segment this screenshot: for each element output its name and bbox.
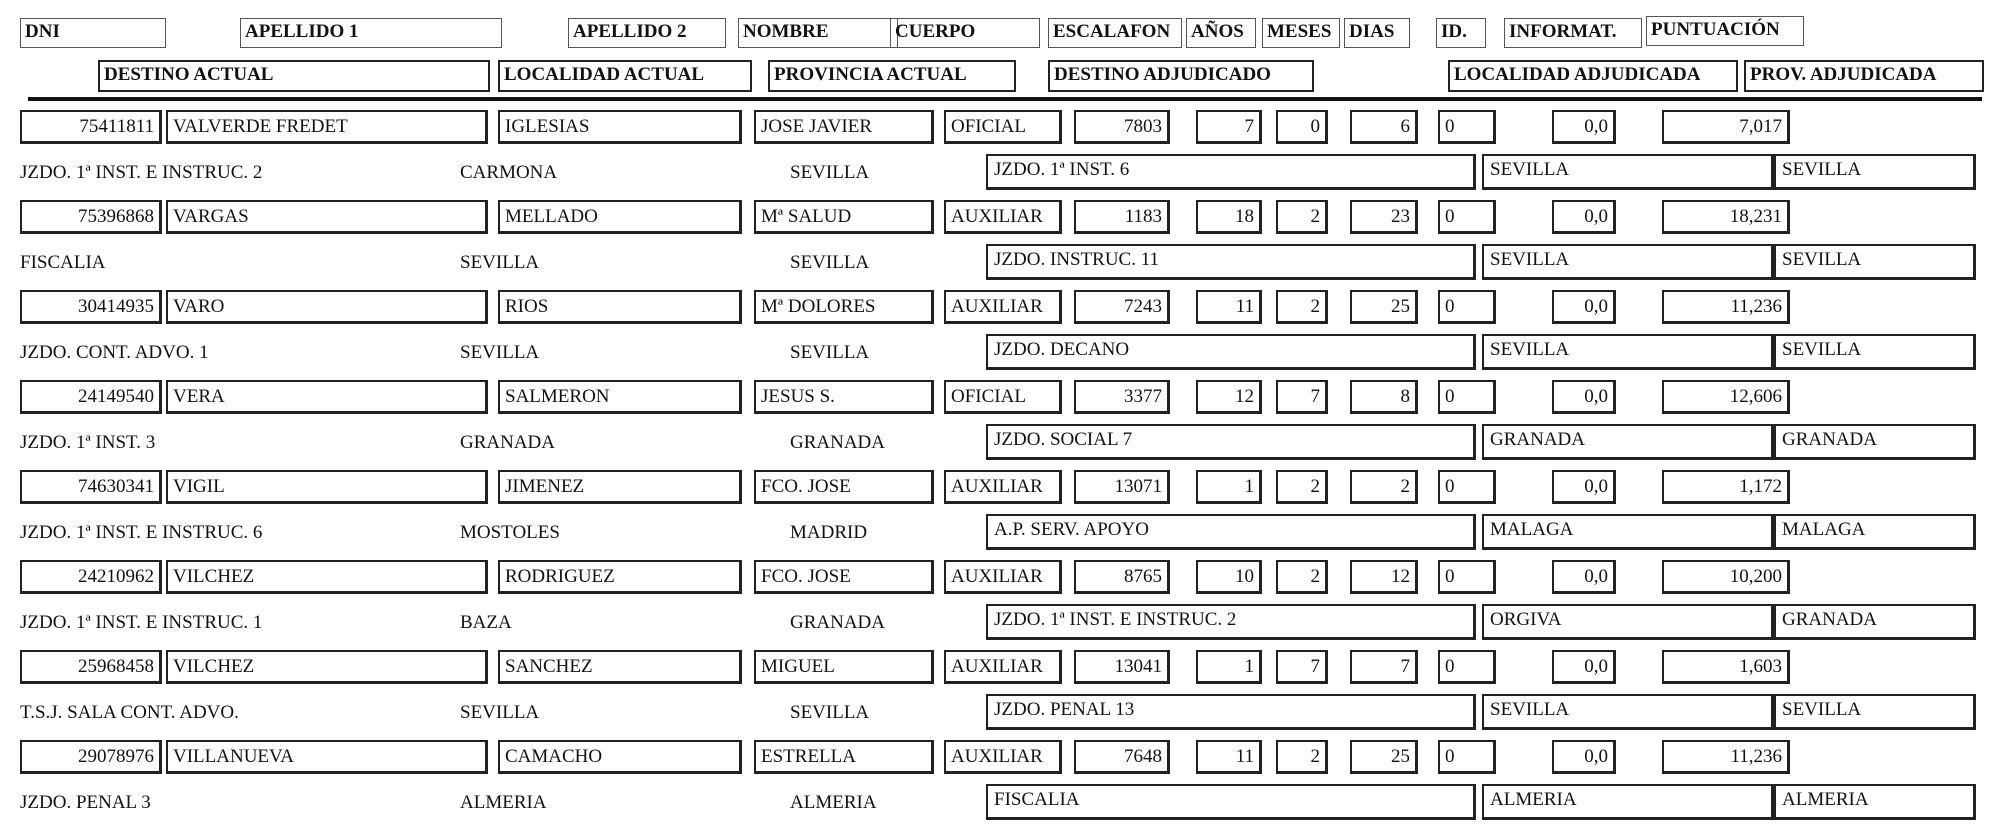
box-localidad-adjudicada: SEVILLA xyxy=(1482,334,1774,370)
box-destino-adjudicado: JZDO. SOCIAL 7 xyxy=(986,424,1476,460)
cell-meses: 2 xyxy=(1276,470,1328,504)
cell-informat: 0,0 xyxy=(1552,200,1616,234)
header-meses: MESES xyxy=(1262,18,1340,48)
cell-meses: 0 xyxy=(1276,110,1328,144)
header-dias: DIAS xyxy=(1344,18,1410,48)
cell-meses: 2 xyxy=(1276,740,1328,774)
text-destino-actual: FISCALIA xyxy=(20,252,106,273)
cell-dias: 12 xyxy=(1350,560,1418,594)
text-localidad-actual: ALMERIA xyxy=(460,792,547,813)
box-destino-adjudicado: A.P. SERV. APOYO xyxy=(986,514,1476,550)
cell-escalafon: 13041 xyxy=(1074,650,1170,684)
box-destino-adjudicado: JZDO. PENAL 13 xyxy=(986,694,1476,730)
cell-nombre: FCO. JOSE xyxy=(754,560,934,594)
cell-anos: 7 xyxy=(1196,110,1262,144)
text-provincia-actual: SEVILLA xyxy=(790,162,870,183)
box-destino-adjudicado: JZDO. 1ª INST. E INSTRUC. 2 xyxy=(986,604,1476,640)
text-destino-actual: T.S.J. SALA CONT. ADVO. xyxy=(20,702,239,723)
box-destino-adjudicado: JZDO. 1ª INST. 6 xyxy=(986,154,1476,190)
header-informat: INFORMAT. xyxy=(1504,18,1642,48)
cell-cuerpo: AUXILIAR xyxy=(944,470,1062,504)
cell-puntuacion: 11,236 xyxy=(1662,290,1790,324)
cell-nombre: JESUS S. xyxy=(754,380,934,414)
cell-anos: 1 xyxy=(1196,650,1262,684)
cell-apellido1: VIGIL xyxy=(166,470,488,504)
cell-meses: 2 xyxy=(1276,560,1328,594)
cell-puntuacion: 11,236 xyxy=(1662,740,1790,774)
cell-puntuacion: 12,606 xyxy=(1662,380,1790,414)
cell-informat: 0,0 xyxy=(1552,290,1616,324)
cell-id: 0 xyxy=(1438,740,1496,774)
box-localidad-adjudicada: ORGIVA xyxy=(1482,604,1774,640)
header-destino-adjudicado: DESTINO ADJUDICADO xyxy=(1048,60,1314,92)
header-divider xyxy=(28,97,1982,101)
box-prov-adjudicada: GRANADA xyxy=(1774,424,1976,460)
cell-dni: 75396868 xyxy=(20,200,162,234)
cell-meses: 7 xyxy=(1276,650,1328,684)
box-destino-adjudicado: JZDO. INSTRUC. 11 xyxy=(986,244,1476,280)
cell-dni: 30414935 xyxy=(20,290,162,324)
cell-apellido2: MELLADO xyxy=(498,200,742,234)
cell-apellido1: VARO xyxy=(166,290,488,324)
cell-anos: 11 xyxy=(1196,740,1262,774)
cell-puntuacion: 1,172 xyxy=(1662,470,1790,504)
cell-meses: 2 xyxy=(1276,290,1328,324)
box-localidad-adjudicada: SEVILLA xyxy=(1482,694,1774,730)
cell-apellido2: CAMACHO xyxy=(498,740,742,774)
text-localidad-actual: SEVILLA xyxy=(460,252,540,273)
cell-informat: 0,0 xyxy=(1552,470,1616,504)
header-localidad-adjudicada: LOCALIDAD ADJUDICADA xyxy=(1448,60,1738,92)
cell-informat: 0,0 xyxy=(1552,650,1616,684)
box-prov-adjudicada: SEVILLA xyxy=(1774,694,1976,730)
cell-apellido2: RIOS xyxy=(498,290,742,324)
box-prov-adjudicada: GRANADA xyxy=(1774,604,1976,640)
cell-nombre: Mª SALUD xyxy=(754,200,934,234)
cell-id: 0 xyxy=(1438,470,1496,504)
cell-dias: 25 xyxy=(1350,290,1418,324)
cell-meses: 2 xyxy=(1276,200,1328,234)
cell-cuerpo: OFICIAL xyxy=(944,110,1062,144)
text-provincia-actual: GRANADA xyxy=(790,612,885,633)
cell-escalafon: 8765 xyxy=(1074,560,1170,594)
cell-dni: 24210962 xyxy=(20,560,162,594)
text-provincia-actual: GRANADA xyxy=(790,432,885,453)
text-provincia-actual: SEVILLA xyxy=(790,342,870,363)
box-prov-adjudicada: SEVILLA xyxy=(1774,154,1976,190)
cell-informat: 0,0 xyxy=(1552,110,1616,144)
text-localidad-actual: MOSTOLES xyxy=(460,522,560,543)
text-destino-actual: JZDO. PENAL 3 xyxy=(20,792,151,813)
cell-apellido1: VILLANUEVA xyxy=(166,740,488,774)
cell-anos: 10 xyxy=(1196,560,1262,594)
box-prov-adjudicada: SEVILLA xyxy=(1774,334,1976,370)
cell-dni: 75411811 xyxy=(20,110,162,144)
cell-apellido1: VERA xyxy=(166,380,488,414)
text-provincia-actual: ALMERIA xyxy=(790,792,877,813)
header-anos: AÑOS xyxy=(1186,18,1256,48)
cell-apellido1: VALVERDE FREDET xyxy=(166,110,488,144)
text-provincia-actual: MADRID xyxy=(790,522,868,543)
header-puntuacion: PUNTUACIÓN xyxy=(1646,16,1804,46)
cell-apellido1: VILCHEZ xyxy=(166,560,488,594)
cell-nombre: ESTRELLA xyxy=(754,740,934,774)
cell-dni: 24149540 xyxy=(20,380,162,414)
cell-id: 0 xyxy=(1438,380,1496,414)
cell-meses: 7 xyxy=(1276,380,1328,414)
cell-escalafon: 13071 xyxy=(1074,470,1170,504)
cell-dni: 74630341 xyxy=(20,470,162,504)
text-localidad-actual: SEVILLA xyxy=(460,342,540,363)
cell-id: 0 xyxy=(1438,560,1496,594)
cell-dias: 23 xyxy=(1350,200,1418,234)
cell-anos: 18 xyxy=(1196,200,1262,234)
cell-apellido2: SALMERON xyxy=(498,380,742,414)
cell-escalafon: 1183 xyxy=(1074,200,1170,234)
cell-anos: 12 xyxy=(1196,380,1262,414)
cell-cuerpo: AUXILIAR xyxy=(944,560,1062,594)
cell-dias: 7 xyxy=(1350,650,1418,684)
box-destino-adjudicado: FISCALIA xyxy=(986,784,1476,820)
text-localidad-actual: SEVILLA xyxy=(460,702,540,723)
cell-informat: 0,0 xyxy=(1552,380,1616,414)
cell-anos: 11 xyxy=(1196,290,1262,324)
cell-escalafon: 7648 xyxy=(1074,740,1170,774)
header-escalafon: ESCALAFON xyxy=(1048,18,1182,48)
header-prov-adjudicada: PROV. ADJUDICADA xyxy=(1744,60,1984,92)
text-destino-actual: JZDO. 1ª INST. E INSTRUC. 1 xyxy=(20,612,263,633)
box-localidad-adjudicada: SEVILLA xyxy=(1482,244,1774,280)
cell-cuerpo: OFICIAL xyxy=(944,380,1062,414)
cell-escalafon: 7243 xyxy=(1074,290,1170,324)
cell-cuerpo: AUXILIAR xyxy=(944,200,1062,234)
cell-puntuacion: 10,200 xyxy=(1662,560,1790,594)
header-id: ID. xyxy=(1436,18,1486,48)
text-destino-actual: JZDO. 1ª INST. 3 xyxy=(20,432,156,453)
header-apellido2: APELLIDO 2 xyxy=(568,18,726,48)
box-prov-adjudicada: MALAGA xyxy=(1774,514,1976,550)
box-prov-adjudicada: SEVILLA xyxy=(1774,244,1976,280)
text-localidad-actual: GRANADA xyxy=(460,432,555,453)
box-localidad-adjudicada: MALAGA xyxy=(1482,514,1774,550)
header-cuerpo: CUERPO xyxy=(890,18,1040,48)
cell-apellido2: SANCHEZ xyxy=(498,650,742,684)
cell-anos: 1 xyxy=(1196,470,1262,504)
cell-apellido2: RODRIGUEZ xyxy=(498,560,742,594)
box-prov-adjudicada: ALMERIA xyxy=(1774,784,1976,820)
cell-puntuacion: 7,017 xyxy=(1662,110,1790,144)
text-localidad-actual: CARMONA xyxy=(460,162,558,183)
cell-apellido1: VARGAS xyxy=(166,200,488,234)
cell-informat: 0,0 xyxy=(1552,740,1616,774)
cell-nombre: MIGUEL xyxy=(754,650,934,684)
header-provincia-actual: PROVINCIA ACTUAL xyxy=(768,60,1016,92)
cell-cuerpo: AUXILIAR xyxy=(944,740,1062,774)
cell-cuerpo: AUXILIAR xyxy=(944,650,1062,684)
box-localidad-adjudicada: SEVILLA xyxy=(1482,154,1774,190)
cell-puntuacion: 1,603 xyxy=(1662,650,1790,684)
header-dni: DNI xyxy=(20,18,166,48)
box-localidad-adjudicada: GRANADA xyxy=(1482,424,1774,460)
cell-id: 0 xyxy=(1438,290,1496,324)
cell-apellido2: JIMENEZ xyxy=(498,470,742,504)
cell-nombre: FCO. JOSE xyxy=(754,470,934,504)
box-destino-adjudicado: JZDO. DECANO xyxy=(986,334,1476,370)
cell-dni: 29078976 xyxy=(20,740,162,774)
header-localidad-actual: LOCALIDAD ACTUAL xyxy=(498,60,752,92)
cell-puntuacion: 18,231 xyxy=(1662,200,1790,234)
cell-escalafon: 7803 xyxy=(1074,110,1170,144)
cell-id: 0 xyxy=(1438,650,1496,684)
text-destino-actual: JZDO. CONT. ADVO. 1 xyxy=(20,342,209,363)
text-destino-actual: JZDO. 1ª INST. E INSTRUC. 6 xyxy=(20,522,263,543)
cell-nombre: JOSE JAVIER xyxy=(754,110,934,144)
cell-informat: 0,0 xyxy=(1552,560,1616,594)
text-provincia-actual: SEVILLA xyxy=(790,702,870,723)
cell-dni: 25968458 xyxy=(20,650,162,684)
header-apellido1: APELLIDO 1 xyxy=(240,18,502,48)
text-provincia-actual: SEVILLA xyxy=(790,252,870,273)
cell-dias: 25 xyxy=(1350,740,1418,774)
cell-nombre: Mª DOLORES xyxy=(754,290,934,324)
cell-dias: 6 xyxy=(1350,110,1418,144)
cell-cuerpo: AUXILIAR xyxy=(944,290,1062,324)
cell-dias: 8 xyxy=(1350,380,1418,414)
cell-apellido1: VILCHEZ xyxy=(166,650,488,684)
cell-escalafon: 3377 xyxy=(1074,380,1170,414)
cell-apellido2: IGLESIAS xyxy=(498,110,742,144)
cell-id: 0 xyxy=(1438,200,1496,234)
cell-dias: 2 xyxy=(1350,470,1418,504)
cell-id: 0 xyxy=(1438,110,1496,144)
header-destino-actual: DESTINO ACTUAL xyxy=(98,60,490,92)
box-localidad-adjudicada: ALMERIA xyxy=(1482,784,1774,820)
text-destino-actual: JZDO. 1ª INST. E INSTRUC. 2 xyxy=(20,162,263,183)
header-nombre: NOMBRE xyxy=(738,18,898,48)
text-localidad-actual: BAZA xyxy=(460,612,512,633)
